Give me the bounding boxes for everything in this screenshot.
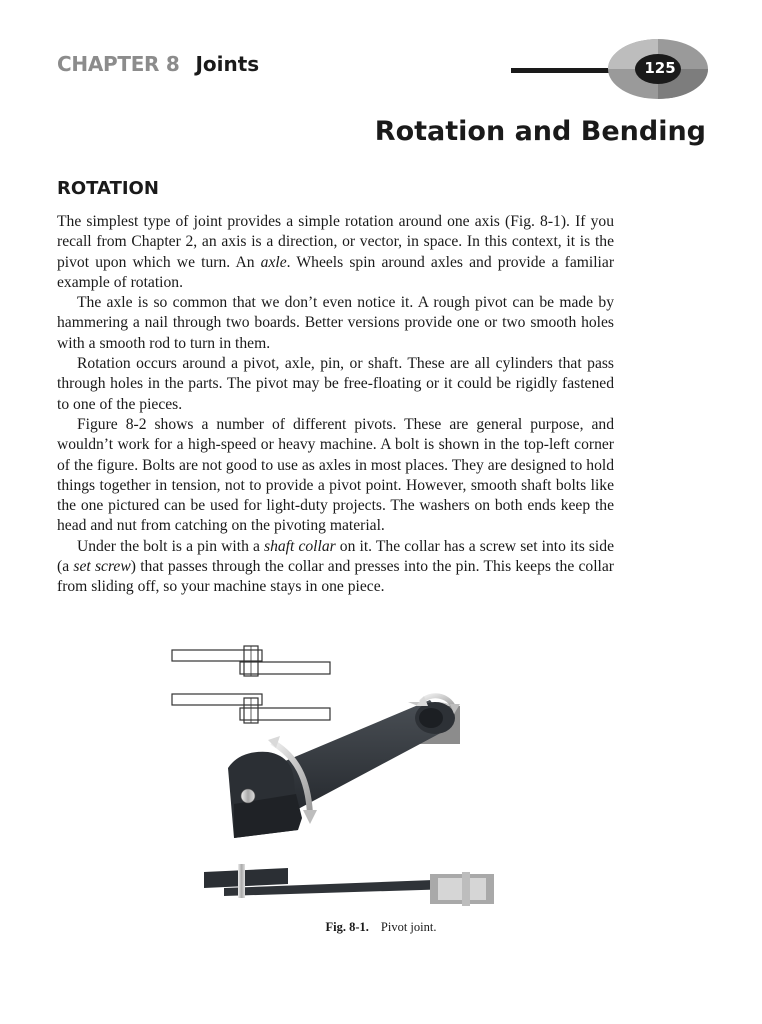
- body-text: [57, 212, 614, 598]
- text-run: ) that passes through the collar and presses into the pin. This keeps the collar from sliding off, so your machine stays in one piece.: [57, 558, 614, 596]
- paragraph: [57, 293, 614, 354]
- paragraph: [57, 537, 614, 598]
- text-run: The simplest type of joint provides a simple rotation around one axis (Fig. 8-1). If you recall from Chapter 2, an axis is a direction, or vector, in space. In this context, it is the pivot upon which we turn. An: [57, 213, 614, 271]
- chapter-number: CHAPTER 8: [57, 52, 180, 76]
- schematic-side-view: [172, 694, 330, 723]
- text-run: Rotation occurs around a pivot, axle, pin, or shaft. These are all cylinders that pass through holes in the parts. The pivot may be free-floating or it could be rigidly fastened to one of the pieces.: [57, 355, 614, 413]
- text-run: Under the bolt is a pin with a: [77, 537, 265, 555]
- term-axle: axle: [260, 253, 287, 271]
- page-number: 125: [644, 59, 676, 77]
- text-run: Figure 8-2 shows a number of different pivots. These are general purpose, and wouldn’t work for a high-speed or heavy machine. A bolt is shown in the top-left corner of the figure. Bolts are not good to use as axles in most places. They are designed to hold things together in tension, not to provide a pivot point. However, smooth shaft bolts like the one pictured can be used for light-duty projects. The washers on both ends keep the head and nut from catching on the pivoting material.: [57, 415, 614, 535]
- figure-caption: [0, 920, 762, 935]
- section-heading: ROTATION: [57, 178, 159, 199]
- term-shaft-collar: shaft collar: [264, 537, 336, 555]
- text-run: on it. The collar has a screw set into its side (a: [57, 537, 614, 576]
- caption-number: Fig. 8-1.: [325, 920, 369, 934]
- pivot-joint-figure: [168, 638, 508, 910]
- chapter-header: [57, 52, 259, 80]
- schematic-top-view: [172, 646, 330, 676]
- paragraph: [57, 415, 614, 537]
- paragraph: [57, 212, 614, 293]
- text-run: The axle is so common that we don’t even notice it. A rough pivot can be made by hammering a nail through two boards. Better versions provide one or two smooth holes with a smooth rod to turn in them.: [57, 294, 614, 352]
- caption-text: Pivot joint.: [380, 920, 437, 934]
- chapter-title: Joints: [195, 52, 260, 76]
- term-set-screw: set screw: [73, 558, 131, 576]
- text-run: . Wheels spin around axles and provide a familiar example of rotation.: [57, 253, 615, 291]
- paragraph: [57, 354, 614, 415]
- 3d-side-render: [204, 864, 494, 906]
- section-title: Rotation and Bending: [374, 116, 706, 147]
